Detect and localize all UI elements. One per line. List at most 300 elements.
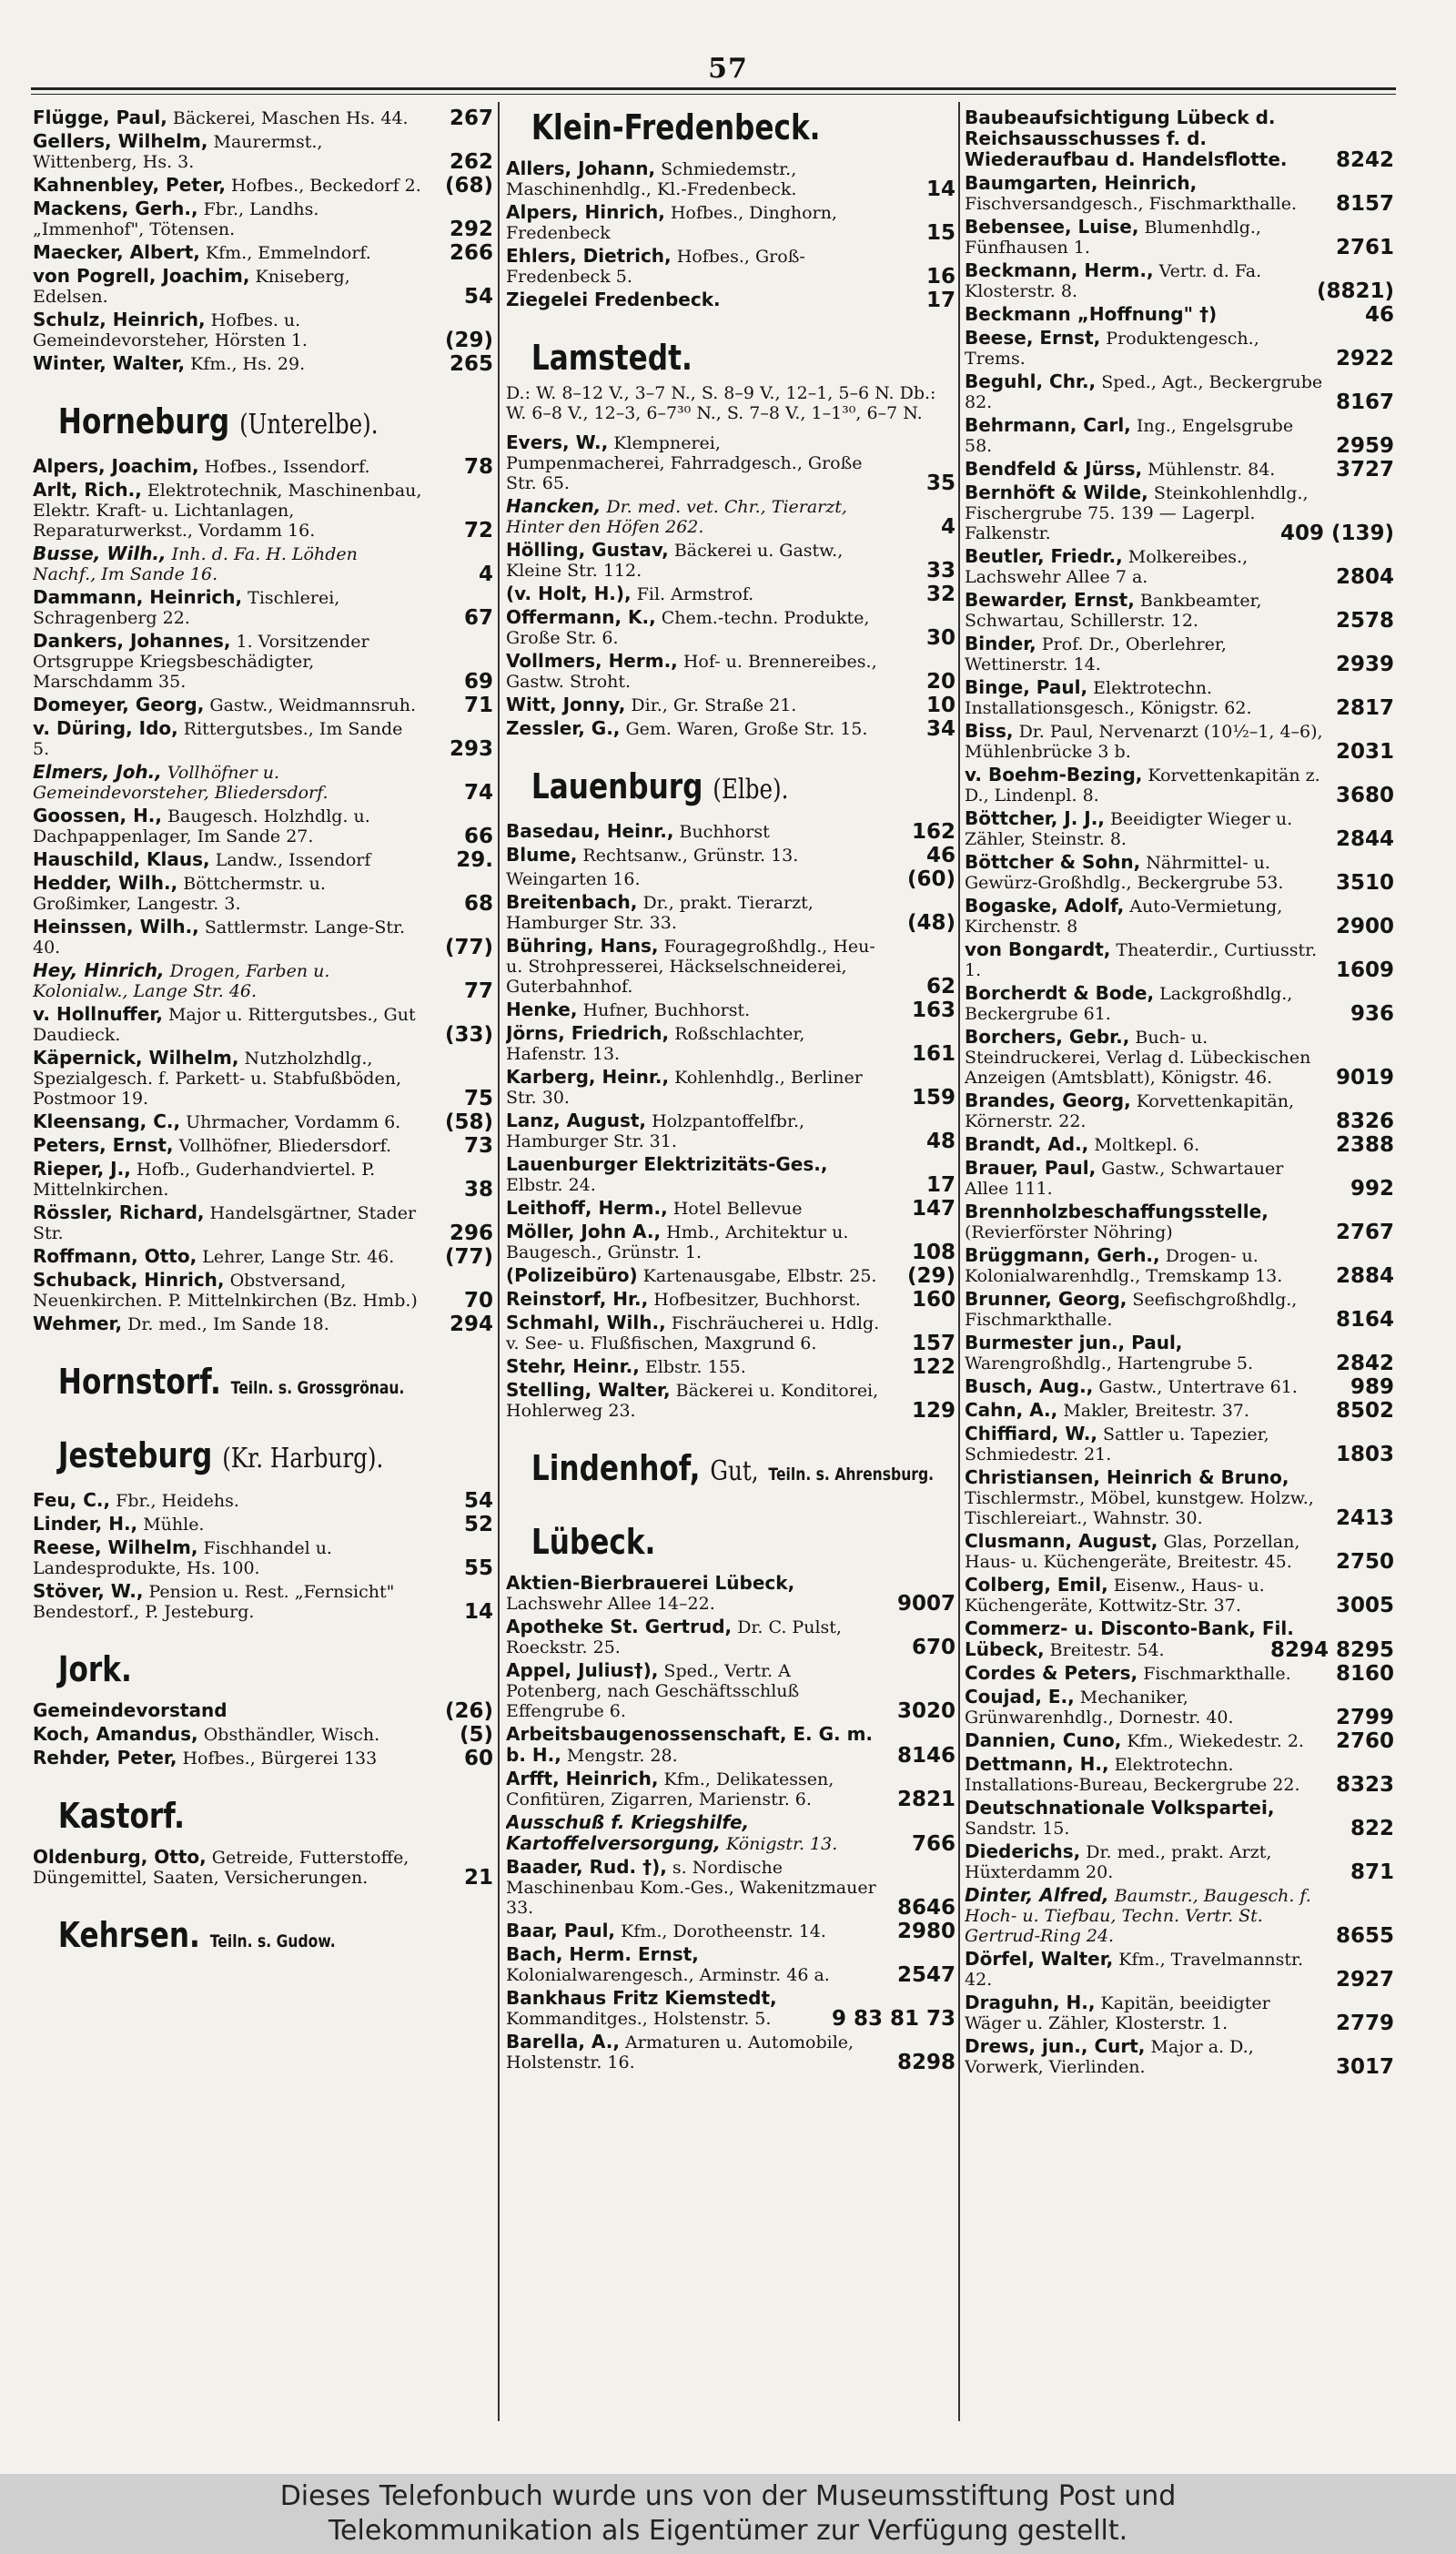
subscriber-details: Buch- u. Steindruckerei, Verlag d. Lübeckischen Anzeigen (Amtsblatt), Königstr. 46. — [965, 1028, 1311, 1088]
subscriber-details: Hofbes., Groß-Fredenbeck 5. — [506, 247, 805, 287]
directory-entry — [506, 1380, 956, 1421]
subscriber-details: Maurermst., Wittenberg, Hs. 3. — [33, 132, 323, 172]
directory-entry — [33, 694, 493, 715]
subscriber-details: Kfm., Delikatessen, Confitüren, Zigarren, Marienstr. 6. — [506, 1769, 834, 1809]
subscriber-name: Deutschnationale Volkspartei, — [965, 1797, 1275, 1819]
directory-entry — [33, 718, 493, 759]
subscriber-details: Mechaniker, Grünwarenhdlg., Dornestr. 40. — [965, 1687, 1234, 1728]
directory-entry — [506, 158, 956, 199]
subscriber-name: Winter, Walter, — [33, 352, 186, 374]
subscriber-details: Dr. Paul, Nervenarzt (10½–1, 4–6), Mühlenbrücke 3 b. — [965, 722, 1323, 762]
directory-entry — [506, 1812, 956, 1854]
phone-number: 72 — [463, 519, 493, 542]
subscriber-details: Molkereibes., Lachswehr Allee 7 a. — [965, 547, 1249, 587]
subscriber-name: Chiffiard, W., — [965, 1423, 1097, 1444]
directory-entry — [33, 353, 493, 374]
directory-entry — [965, 1531, 1394, 1572]
directory-entry — [33, 1748, 493, 1769]
phone-number: (77) — [444, 936, 493, 959]
phone-number: 34 — [925, 717, 956, 741]
subscriber-name: Clusmann, August, — [965, 1530, 1158, 1552]
directory-entry — [965, 1424, 1394, 1464]
phone-number: 409 (139) — [1279, 522, 1394, 545]
subscriber-name: Böttcher, J. J., — [965, 807, 1105, 829]
subscriber-name: Karberg, Heinr., — [506, 1066, 670, 1088]
phone-number: 822 — [1350, 1817, 1394, 1840]
subscriber-details: Landw., Issendorf — [215, 850, 371, 870]
subscriber-details: Gastw., Weidmannsruh. — [209, 695, 417, 715]
subscriber-name: Kahnenbley, Peter, — [33, 174, 226, 196]
subscriber-details: Baugesch. Holzhdlg. u. Dachpappenlager, Im Sande 27. — [33, 806, 370, 846]
subscriber-name: Baar, Paul, — [506, 1920, 616, 1941]
subscriber-name: Flügge, Paul, — [33, 107, 167, 128]
subscriber-name: Bebensee, Luise, — [965, 216, 1139, 238]
subscriber-details: Hofbes., Dinghorn, Fredenbeck — [506, 203, 837, 243]
subscriber-details: Bäckerei u. Gastw., Kleine Str. 112. — [506, 541, 844, 581]
subscriber-details: Vertr. d. Fa. Klosterstr. 8. — [965, 261, 1262, 301]
phone-number: 2578 — [1335, 609, 1394, 633]
office-hours: D.: W. 8–12 V., 3–7 N., S. 8–9 V., 12–1, 5–6 N. Db.: W. 6–8 V., 12–3, 6–7³⁰ N., S. 7–8 V., 1–1³⁰, 6–7 N. — [506, 383, 936, 423]
directory-entry — [965, 633, 1394, 674]
directory-entry — [506, 1312, 956, 1353]
phone-number: 29. — [456, 848, 493, 872]
phone-number: 2842 — [1335, 1352, 1394, 1375]
phone-number: 8164 — [1335, 1308, 1394, 1332]
subscriber-name: v. Boehm-Bezing, — [965, 764, 1143, 785]
subscriber-details: Hof- u. Brennereibes., Gastw. Stroht. — [506, 652, 877, 692]
subscriber-details: Kfm., Emmelndorf. — [205, 243, 371, 263]
directory-entry — [965, 983, 1394, 1024]
phone-number: 2761 — [1335, 236, 1394, 259]
subscriber-name: Brandt, Ad., — [965, 1133, 1089, 1155]
directory-entry — [33, 1313, 493, 1334]
phone-number: 16 — [925, 265, 956, 289]
directory-entry — [965, 1333, 1394, 1373]
subscriber-details: Dr. med., prakt. Arzt, Hüxterdamm 20. — [965, 1842, 1272, 1882]
subscriber-details: Drogen, Farben u. Kolonialw., Lange Str. 46. — [33, 961, 330, 1001]
subscriber-details: Dr. med., Im Sande 18. — [127, 1314, 329, 1334]
subscriber-name: Linder, H., — [33, 1513, 138, 1535]
subscriber-details: Drogen- u. Kolonialwarenhdlg., Tremskamp 13. — [965, 1246, 1283, 1286]
subscriber-name: Ziegelei Fredenbeck. — [506, 289, 721, 310]
phone-number: 60 — [463, 1747, 493, 1770]
directory-entry — [506, 1110, 956, 1151]
directory-entry — [506, 845, 956, 866]
phone-number: 73 — [463, 1134, 493, 1158]
directory-entry — [33, 873, 493, 914]
subscriber-details: Rechtsanw., Grünstr. 13. — [582, 846, 799, 866]
directory-entry — [506, 1198, 956, 1219]
town-heading — [506, 766, 875, 810]
subscriber-name: Appel, Julius†), — [506, 1659, 659, 1681]
subscriber-name: Bühring, Hans, — [506, 935, 659, 957]
phone-number: 8157 — [1335, 192, 1394, 216]
directory-entry — [965, 1027, 1394, 1088]
subscriber-name: Beese, Ernst, — [965, 327, 1101, 349]
directory-entry — [965, 721, 1394, 762]
subscriber-details: Major a. D., Vorwerk, Vierlinden. — [965, 2037, 1254, 2077]
phone-number: 296 — [449, 1221, 493, 1245]
phone-number: 67 — [463, 606, 493, 630]
subscriber-name: Commerz- u. Disconto-Bank, Fil. Lübeck, — [965, 1617, 1294, 1660]
phone-number: 35 — [925, 471, 956, 495]
subscriber-details: Kfm., Hs. 29. — [190, 354, 306, 374]
phone-number: (68) — [444, 174, 493, 198]
directory-entry — [506, 1660, 956, 1721]
phone-number: 17 — [925, 1173, 956, 1197]
phone-number: 3680 — [1335, 784, 1394, 807]
phone-number: 46 — [1364, 303, 1394, 327]
directory-entry — [33, 1700, 493, 1721]
phone-number: 68 — [463, 892, 493, 916]
phone-number: 32 — [925, 583, 956, 606]
subscriber-details: Nutzholzhdlg., Spezialgesch. f. Parkett- u. Stabfußböden, Postmoor 19. — [33, 1049, 401, 1109]
directory-entry — [506, 289, 956, 310]
subscriber-details: Mühle. — [143, 1515, 205, 1535]
directory-entry — [965, 1090, 1394, 1131]
subscriber-name: Schulz, Heinrich, — [33, 309, 206, 330]
subscriber-details: Königstr. 13. — [725, 1834, 838, 1854]
subscriber-details: Kapitän, beeidigter Wäger u. Zähler, Klosterstr. 1. — [965, 1993, 1270, 2033]
directory-entry — [33, 198, 493, 239]
subscriber-name: Böttcher & Sohn, — [965, 851, 1141, 873]
subscriber-name: Cahn, A., — [965, 1399, 1058, 1421]
town-reference: Teiln. s. Grossgrönau. — [230, 1378, 405, 1398]
subscriber-details: Fouragegroßhdlg., Heu- u. Strohpresserei, Häckselschneiderei, Guterbahnhof. — [506, 937, 875, 997]
phone-number: (60) — [906, 867, 956, 891]
directory-entry — [33, 587, 493, 628]
subscriber-details: Baumstr., Baugesch. f. Hoch- u. Tiefbau, Techn. Vertr. St. Gertrud-Ring 24. — [965, 1886, 1311, 1946]
subscriber-details: Böttchermstr. u. Großimker, Langestr. 3. — [33, 874, 326, 914]
directory-entry — [965, 1949, 1394, 1990]
subscriber-details: Dr. med. vet. Chr., Tierarzt, Hinter den Höfen 262. — [506, 497, 847, 537]
town-reference: Teiln. s. Gudow. — [209, 1931, 336, 1951]
phone-number: 14 — [925, 177, 956, 201]
directory-entry — [965, 1467, 1394, 1528]
directory-entry — [965, 852, 1394, 893]
subscriber-name: Dettmann, H., — [965, 1753, 1109, 1775]
subscriber-details: Uhrmacher, Vordamm 6. — [186, 1112, 401, 1132]
directory-entry — [965, 896, 1394, 937]
subscriber-details: Hofbes., Issendorf. — [204, 457, 370, 477]
phone-number: 10 — [925, 694, 956, 717]
subscriber-name: Alpers, Hinrich, — [506, 201, 665, 223]
column-3 — [965, 107, 1394, 2427]
directory-entry — [506, 718, 956, 739]
directory-entry — [506, 821, 956, 842]
subscriber-name: Hancken, — [506, 495, 602, 517]
phone-number: 670 — [911, 1636, 956, 1659]
phone-number: 48 — [925, 1130, 956, 1153]
directory-entry — [506, 1356, 956, 1377]
subscriber-name: Gellers, Wilhelm, — [33, 130, 208, 152]
directory-entry — [965, 482, 1394, 543]
subscriber-name: Draguhn, H., — [965, 1992, 1096, 2013]
subscriber-name: Brandes, Georg, — [965, 1090, 1131, 1111]
town-heading — [506, 338, 875, 378]
subscriber-name: Reese, Wilhelm, — [33, 1536, 198, 1558]
subscriber-name: Oldenburg, Otto, — [33, 1846, 207, 1868]
phone-number: 122 — [911, 1355, 956, 1379]
subscriber-details: Auto-Vermietung, Kirchenstr. 8 — [965, 897, 1283, 937]
subscriber-name: Arbeitsbaugenossenschaft, E. G. m. b. H., — [506, 1723, 874, 1766]
subscriber-name: Allers, Johann, — [506, 157, 656, 179]
directory-entry — [33, 1202, 493, 1243]
phone-number: 265 — [449, 352, 493, 376]
phone-number: 2939 — [1335, 653, 1394, 676]
directory-entry — [506, 1769, 956, 1809]
directory-entry — [506, 540, 956, 581]
town-name: Lamstedt. — [531, 338, 693, 378]
phone-number: 46 — [925, 844, 956, 867]
subscriber-details: Breitestr. 54. — [1049, 1640, 1165, 1660]
subscriber-name: Dinter, Alfred, — [965, 1884, 1109, 1906]
phone-number: 77 — [463, 979, 493, 1003]
subscriber-details: Hmb., Architektur u. Baugesch., Grünstr. 1. — [506, 1222, 849, 1262]
subscriber-name: Alpers, Joachim, — [33, 455, 199, 477]
subscriber-name: Dörfel, Walter, — [965, 1948, 1114, 1970]
town-heading — [33, 1915, 410, 1961]
directory-entry — [33, 131, 493, 172]
directory-entry — [506, 936, 956, 997]
town-name: Horneburg — [57, 401, 230, 441]
phone-number: 294 — [449, 1312, 493, 1336]
phone-number: 147 — [911, 1197, 956, 1221]
subscriber-details: Hufner, Buchhorst. — [582, 1000, 751, 1020]
directory-entry — [33, 1847, 493, 1888]
phone-number: 4 — [478, 562, 493, 586]
subscriber-name: Ausschuß f. Kriegshilfe, Kartoffelversorgung, — [506, 1811, 750, 1854]
directory-entry — [33, 242, 493, 263]
archive-footer — [0, 2474, 1456, 2554]
subscriber-details: Tischlerei, Schragenberg 22. — [33, 588, 340, 628]
directory-entry — [965, 677, 1394, 718]
subscriber-name: Peters, Ernst, — [33, 1134, 174, 1156]
subscriber-name: Blume, — [506, 844, 578, 866]
town-name: Lindenhof, — [531, 1448, 701, 1488]
town-suffix: (Unterelbe). — [239, 409, 379, 441]
directory-entry — [965, 1754, 1394, 1795]
phone-number: 8326 — [1335, 1110, 1394, 1133]
subscriber-name: Busch, Aug., — [965, 1375, 1094, 1397]
phone-number: 292 — [449, 218, 493, 241]
subscriber-name: Cordes & Peters, — [965, 1662, 1138, 1684]
header-rule-thin — [31, 94, 1396, 95]
directory-entry — [33, 107, 493, 128]
subscriber-details: Korvettenkapitän z. D., Lindenpl. 8. — [965, 765, 1320, 806]
subscriber-details: Handelsgärtner, Stader Str. — [33, 1203, 417, 1243]
subscriber-name: Jörns, Friedrich, — [506, 1022, 670, 1044]
subscriber-name: Goossen, H., — [33, 805, 163, 826]
phone-number: 267 — [449, 107, 493, 130]
subscriber-name: Reinstorf, Hr., — [506, 1288, 649, 1310]
subscriber-details: Klempnerei, Pumpenmacherei, Fahrradgesch., Große Str. 65. — [506, 433, 863, 493]
subscriber-name: Witt, Jonny, — [506, 694, 626, 715]
subscriber-details: Steinkohlenhdlg., Fischergrube 75. 139 — Lagerpl. Falkenstr. — [965, 483, 1309, 543]
subscriber-details: Fischhandel u. Landesprodukte, Hs. 100. — [33, 1538, 332, 1578]
subscriber-name: Hölling, Gustav, — [506, 539, 669, 561]
subscriber-name: Maecker, Albert, — [33, 241, 200, 263]
subscriber-details: Kniseberg, Edelsen. — [33, 267, 350, 307]
phone-number: 9 83 81 73 — [831, 2007, 956, 2031]
subscriber-details: Kartenausgabe, Elbstr. 25. — [642, 1266, 877, 1286]
subscriber-details: Bäckerei u. Konditorei, Hohlerweg 23. — [506, 1381, 879, 1421]
phone-number: 8323 — [1335, 1773, 1394, 1797]
town-heading — [33, 1649, 410, 1689]
directory-entry — [33, 1159, 493, 1200]
phone-number: 2031 — [1335, 740, 1394, 764]
subscriber-name: Wehmer, — [33, 1312, 123, 1334]
directory-entry — [506, 694, 956, 715]
subscriber-name: Stehr, Heinr., — [506, 1355, 640, 1377]
phone-number: 4 — [940, 515, 956, 539]
directory-entry — [33, 1724, 493, 1745]
directory-entry — [965, 1376, 1394, 1397]
subscriber-name: Borchers, Gebr., — [965, 1026, 1130, 1048]
phone-number: 8294 8295 — [1269, 1638, 1394, 1662]
subscriber-name: Elmers, Joh., — [33, 761, 162, 783]
phone-number: 160 — [911, 1288, 956, 1312]
directory-entry — [33, 762, 493, 803]
phone-number: 20 — [925, 670, 956, 694]
subscriber-name: Käpernick, Wilhelm, — [33, 1047, 239, 1069]
subscriber-details: Major u. Rittergutsbes., Gut Daudieck. — [33, 1005, 416, 1045]
directory-entry — [506, 583, 956, 604]
subscriber-name: Rehder, Peter, — [33, 1747, 177, 1769]
phone-number: 1803 — [1335, 1443, 1394, 1466]
subscriber-name: Arlt, Rich., — [33, 479, 142, 501]
subscriber-details: Elbstr. 24. — [506, 1175, 596, 1195]
directory-entry — [965, 1992, 1394, 2033]
subscriber-name: v. Düring, Ido, — [33, 717, 178, 739]
subscriber-details: Theaterdir., Curtiusstr. 1. — [965, 940, 1318, 980]
subscriber-details: Elbstr. 155. — [644, 1357, 746, 1377]
subscriber-details: Armaturen u. Automobile, Holstenstr. 16. — [506, 2032, 854, 2073]
phone-number: 8167 — [1335, 390, 1394, 414]
subscriber-name: Drews, jun., Curt, — [965, 2035, 1146, 2057]
subscriber-details: Eisenw., Haus- u. Küchengeräte, Kottwitz-Str. 37. — [965, 1576, 1265, 1616]
directory-entry — [965, 217, 1394, 258]
phone-number: 2821 — [896, 1788, 956, 1811]
directory-entry — [506, 868, 956, 889]
subscriber-details: Tischlermstr., Möbel, kunstgew. Holzw., Tischlereiart., Wahnstr. 30. — [965, 1488, 1314, 1528]
directory-entry — [965, 1575, 1394, 1616]
directory-entry — [965, 1618, 1394, 1660]
subscriber-name: Behrmann, Carl, — [965, 414, 1131, 436]
directory-entry — [965, 1798, 1394, 1839]
subscriber-details: Fbr., Landhs. „Immenhof", Tötensen. — [33, 199, 319, 239]
phone-number: (58) — [444, 1110, 493, 1134]
directory-entry — [965, 1201, 1394, 1242]
subscriber-details: Elektrotechnik, Maschinenbau, Elektr. Kraft- u. Lichtanlagen, Reparaturwerkst., Vordamm 16. — [33, 481, 422, 541]
phone-number: 62 — [925, 975, 956, 998]
directory-entry — [33, 806, 493, 846]
phone-number: 293 — [449, 737, 493, 761]
town-name: Jesteburg — [57, 1435, 213, 1475]
subscriber-name: Ehlers, Dietrich, — [506, 245, 672, 267]
subscriber-name: Bach, Herm. Ernst, — [506, 1943, 699, 1965]
phone-number: 163 — [911, 998, 956, 1022]
directory-entry — [33, 917, 493, 958]
directory-entry — [965, 546, 1394, 587]
phone-number: 2927 — [1335, 1968, 1394, 1992]
phone-number: 69 — [463, 670, 493, 694]
directory-entry — [506, 1857, 956, 1918]
phone-number: 15 — [925, 221, 956, 245]
subscriber-name: Leithoff, Herm., — [506, 1197, 668, 1219]
subscriber-name: Beguhl, Chr., — [965, 370, 1097, 392]
directory-entry — [33, 1246, 493, 1267]
subscriber-name: Roffmann, Otto, — [33, 1245, 197, 1267]
subscriber-name: Hedder, Wilh., — [33, 872, 178, 894]
subscriber-details: Hofbes., Beckedorf 2. — [230, 176, 421, 196]
column-divider — [958, 102, 960, 2421]
town-name: Klein-Fredenbeck. — [531, 107, 821, 147]
subscriber-name: Bogaske, Adolf, — [965, 895, 1125, 917]
phone-number: 66 — [463, 825, 493, 848]
subscriber-name: Beckmann, Herm., — [965, 259, 1154, 281]
subscriber-name: (Polizeibüro) — [506, 1264, 638, 1286]
directory-entry — [965, 1245, 1394, 1286]
directory-entry — [965, 1687, 1394, 1728]
phone-number: 9007 — [896, 1592, 956, 1616]
phone-number: 17 — [925, 289, 956, 312]
phone-number: 2767 — [1335, 1221, 1394, 1244]
directory-entry — [33, 1537, 493, 1578]
directory-entry — [506, 1221, 956, 1262]
directory-entry — [33, 456, 493, 477]
directory-entry — [33, 960, 493, 1001]
directory-entry — [33, 1270, 493, 1311]
subscriber-name: Lanz, August, — [506, 1110, 647, 1131]
subscriber-name: Evers, W., — [506, 431, 609, 453]
subscriber-name: Mackens, Gerh., — [33, 198, 198, 219]
directory-entry — [965, 1400, 1394, 1421]
directory-entry — [506, 1067, 956, 1108]
directory-entry — [506, 1921, 956, 1941]
directory-entry — [965, 1158, 1394, 1199]
directory-entry — [506, 1289, 956, 1310]
phone-number: 2750 — [1335, 1550, 1394, 1574]
subscriber-details: Bäckerei, Maschen Hs. 44. — [172, 108, 409, 128]
subscriber-details: Weingarten 16. — [506, 869, 641, 889]
subscriber-name: Christiansen, Heinrich & Bruno, — [965, 1466, 1289, 1488]
phone-number: 8160 — [1335, 1662, 1394, 1686]
subscriber-details: Hofbes. u. Gemeindevorsteher, Hörsten 1. — [33, 310, 308, 350]
town-suffix: (Kr. Harburg). — [222, 1443, 384, 1475]
subscriber-details: Produktengesch., Trems. — [965, 329, 1259, 369]
directory-entry — [965, 459, 1394, 480]
subscriber-name: Barella, A., — [506, 2031, 620, 2052]
subscriber-name: Borcherdt & Bode, — [965, 982, 1155, 1004]
subscriber-name: Baader, Rud. †), — [506, 1856, 667, 1878]
subscriber-details: Sandstr. 15. — [965, 1819, 1070, 1839]
directory-entry — [965, 1841, 1394, 1882]
directory-entry — [506, 246, 956, 287]
directory-entry — [33, 1135, 493, 1156]
subscriber-name: Bankhaus Fritz Kiemstedt, — [506, 1987, 777, 2009]
subscriber-details: Buchhorst — [679, 822, 770, 842]
subscriber-details: Kfm., Dorotheenstr. 14. — [621, 1921, 826, 1941]
subscriber-details: Sped., Vertr. A Potenberg, nach Geschäftsschluß Effengrube 6. — [506, 1661, 800, 1721]
subscriber-details: Glas, Porzellan, Haus- u. Küchengeräte, Breitestr. 45. — [965, 1532, 1300, 1572]
subscriber-details: Dir., Gr. Straße 21. — [631, 695, 797, 715]
subscriber-details: Dr. C. Pulst, Roeckstr. 25. — [506, 1617, 842, 1657]
subscriber-details: Warengroßhdlg., Hartengrube 5. — [965, 1353, 1254, 1373]
phone-number: 2959 — [1335, 434, 1394, 458]
subscriber-details: 1. Vorsitzender Ortsgruppe Kriegsbeschädigter, Marschdamm 35. — [33, 632, 369, 692]
subscriber-name: Vollmers, Herm., — [506, 650, 678, 672]
